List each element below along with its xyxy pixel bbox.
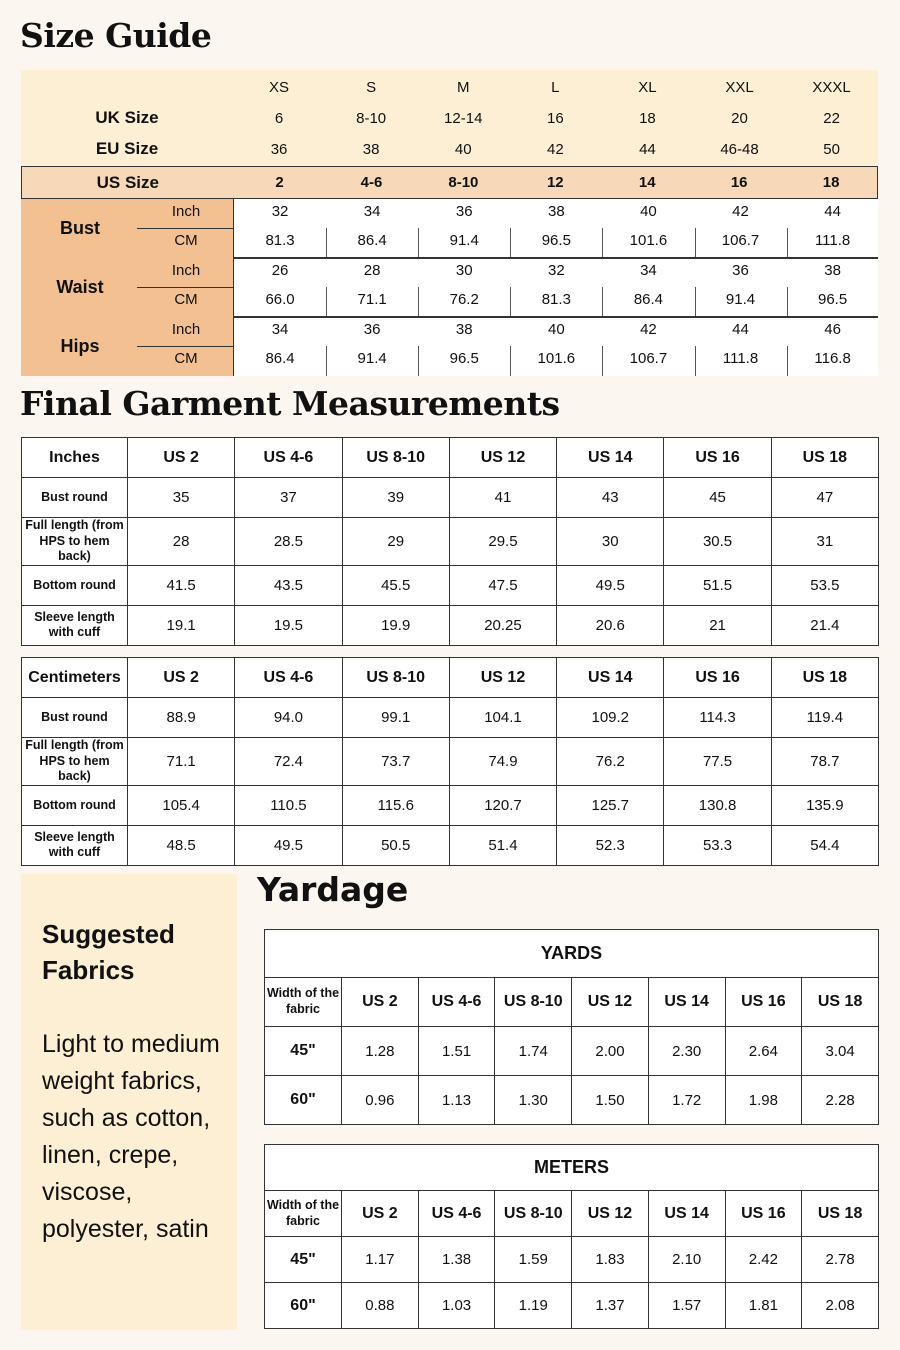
- suggested-fabrics-text: Light to medium weight fabrics, such as cotton, linen, crepe, viscose, polyester, satin: [42, 1030, 220, 1243]
- hips-inch-value: 38: [455, 321, 473, 338]
- cell-divider: [326, 228, 327, 258]
- waist-inch-value: 34: [640, 262, 657, 279]
- bust-cm-value: 81.3: [265, 232, 295, 249]
- fabric-width-label: 45": [265, 1027, 342, 1076]
- table-cell: 1.38: [418, 1237, 495, 1283]
- table-cell: 1.59: [495, 1237, 572, 1283]
- hips-inch-value: 34: [271, 321, 289, 338]
- size-guide-table: [21, 70, 878, 376]
- us-size-label: US Size: [96, 172, 159, 192]
- eu-size-value: 36: [270, 140, 288, 158]
- cell-divider: [695, 346, 696, 376]
- table-cell: 51.5: [664, 565, 771, 605]
- table-cell: 105.4: [128, 785, 235, 825]
- cell-divider: [418, 228, 419, 258]
- table-cell: 2.78: [802, 1237, 879, 1283]
- table-cell: 1.74: [495, 1027, 572, 1076]
- table-cell: 1.57: [648, 1283, 725, 1329]
- row-divider: [233, 257, 878, 259]
- bust-cm-value: 91.4: [449, 232, 479, 249]
- uk-size-value: 8-10: [356, 109, 387, 127]
- row-label: Sleeve length with cuff: [22, 825, 128, 865]
- table-cell: 41: [449, 478, 556, 518]
- us-size-value: 12: [546, 174, 564, 191]
- table-cell: 2.08: [802, 1283, 879, 1329]
- table-cell: 88.9: [128, 698, 235, 738]
- eu-size-row: [21, 134, 878, 164]
- garment-inches-table: [21, 437, 879, 646]
- table-header-row: [265, 978, 879, 1027]
- waist-cm-value: 71.1: [357, 291, 387, 308]
- table-row: [265, 1283, 879, 1329]
- table-cell: 74.9: [449, 738, 556, 786]
- hips-cm-value: 116.8: [814, 350, 851, 367]
- unit-header: Inches: [22, 438, 128, 478]
- size-header: US 12: [449, 438, 556, 478]
- waist-inch-value: 30: [455, 262, 473, 279]
- row-label: Bust round: [22, 478, 128, 518]
- table-cell: 72.4: [235, 738, 342, 786]
- table-cell: 1.72: [648, 1076, 725, 1125]
- size-letter: XXL: [725, 78, 754, 96]
- table-cell: 78.7: [771, 738, 878, 786]
- table-cell: 1.50: [572, 1076, 649, 1125]
- size-header: US 12: [572, 978, 649, 1027]
- us-size-row: [21, 166, 878, 199]
- table-header-row: [22, 658, 879, 698]
- table-cell: 2.30: [648, 1027, 725, 1076]
- table-row: [22, 825, 879, 865]
- hips-cm-value: 111.8: [722, 350, 759, 367]
- meters-table: [264, 1144, 879, 1329]
- table-cell: 1.83: [572, 1237, 649, 1283]
- waist-inch-row: [234, 262, 879, 279]
- bust-inch-value: 34: [363, 203, 381, 220]
- bust-label: Bust: [60, 218, 100, 238]
- eu-size-label: EU Size: [95, 139, 159, 158]
- bust-inch-value: 44: [824, 203, 841, 220]
- table-cell: 30: [557, 518, 664, 566]
- size-header: US 16: [725, 978, 802, 1027]
- cell-divider: [602, 346, 603, 376]
- table-cell: 21: [664, 605, 771, 645]
- fabric-width-label: 45": [265, 1237, 342, 1283]
- eu-size-value: 42: [546, 140, 564, 158]
- unit-cm-label: CM: [174, 232, 198, 249]
- table-cell: 19.5: [235, 605, 342, 645]
- size-header: US 2: [342, 978, 419, 1027]
- row-label: Full length (from HPS to hem back): [22, 518, 128, 566]
- size-header: US 8-10: [495, 978, 572, 1027]
- hips-cm-value: 101.6: [537, 350, 576, 367]
- row-label: Bottom round: [22, 785, 128, 825]
- size-header: US 16: [664, 438, 771, 478]
- table-cell: 119.4: [771, 698, 878, 738]
- size-header: US 14: [648, 978, 725, 1027]
- size-letter: S: [366, 78, 377, 96]
- size-letter: L: [551, 78, 560, 96]
- table-cell: 99.1: [342, 698, 449, 738]
- bust-inch-value: 36: [455, 203, 473, 220]
- yards-table: [264, 929, 879, 1125]
- unit-inch-label: Inch: [171, 321, 201, 338]
- bust-cm-value: 106.7: [721, 232, 760, 249]
- table-cell: 2.64: [725, 1027, 802, 1076]
- table-caption-row: [265, 1145, 879, 1191]
- waist-cm-value: 86.4: [633, 291, 664, 308]
- table-cell: 109.2: [557, 698, 664, 738]
- table-cell: 29: [342, 518, 449, 566]
- bust-inch-value: 38: [547, 203, 565, 220]
- eu-size-value: 46-48: [720, 140, 759, 158]
- table-cell: 35: [128, 478, 235, 518]
- cell-divider: [326, 287, 327, 317]
- row-label: Sleeve length with cuff: [22, 605, 128, 645]
- suggested-fabrics-title: Suggested Fabrics: [42, 919, 175, 985]
- table-row: [22, 478, 879, 518]
- size-letter: XL: [638, 78, 657, 96]
- table-cell: 2.10: [648, 1237, 725, 1283]
- table-cell: 114.3: [664, 698, 771, 738]
- table-cell: 28.5: [235, 518, 342, 566]
- table-row: [265, 1076, 879, 1125]
- table-cell: 1.03: [418, 1283, 495, 1329]
- table-cell: 53.5: [771, 565, 878, 605]
- table-row: [265, 1237, 879, 1283]
- cell-divider: [787, 228, 788, 258]
- table-cell: 50.5: [342, 825, 449, 865]
- eu-size-value: 44: [639, 140, 656, 158]
- table-cell: 71.1: [128, 738, 235, 786]
- yards-caption: YARDS: [265, 930, 879, 978]
- row-label: Bottom round: [22, 565, 128, 605]
- unit-inch-label: Inch: [171, 203, 201, 220]
- garment-centimeters-table: [21, 657, 879, 866]
- size-header: US 14: [557, 438, 664, 478]
- size-letter: XXXL: [812, 78, 851, 96]
- size-header: US 8-10: [342, 658, 449, 698]
- cell-divider: [602, 287, 603, 317]
- table-cell: 130.8: [664, 785, 771, 825]
- size-letter: M: [456, 78, 470, 96]
- size-header: US 12: [449, 658, 556, 698]
- hips-inch-value: 46: [824, 321, 841, 338]
- size-header: US 14: [557, 658, 664, 698]
- bust-cm-value: 111.8: [814, 232, 851, 249]
- size-header: US 8-10: [342, 438, 449, 478]
- uk-size-value: 16: [546, 109, 564, 127]
- unit-inch-label: Inch: [171, 262, 201, 279]
- hips-cm-row: [234, 350, 879, 367]
- size-header: US 4-6: [418, 1191, 495, 1237]
- waist-inch-value: 28: [363, 262, 381, 279]
- garment-measurements-title: Final Garment Measurements: [20, 384, 560, 423]
- size-header: US 4-6: [235, 658, 342, 698]
- bust-measurement-block: [21, 199, 878, 258]
- table-cell: 1.30: [495, 1076, 572, 1125]
- cell-divider: [787, 287, 788, 317]
- table-cell: 3.04: [802, 1027, 879, 1076]
- table-cell: 20.6: [557, 605, 664, 645]
- table-cell: 2.28: [802, 1076, 879, 1125]
- bust-cm-row: [234, 232, 879, 249]
- uk-size-row: [21, 103, 878, 133]
- size-header: US 2: [128, 438, 235, 478]
- table-row: [265, 1027, 879, 1076]
- size-header: US 16: [664, 658, 771, 698]
- cell-divider: [695, 228, 696, 258]
- table-header-row: [265, 1191, 879, 1237]
- hips-inch-value: 40: [547, 321, 565, 338]
- table-cell: 39: [342, 478, 449, 518]
- eu-size-value: 38: [362, 140, 380, 158]
- table-cell: 104.1: [449, 698, 556, 738]
- table-cell: 1.19: [495, 1283, 572, 1329]
- cell-divider: [418, 346, 419, 376]
- table-cell: 51.4: [449, 825, 556, 865]
- cell-divider: [695, 287, 696, 317]
- table-cell: 45: [664, 478, 771, 518]
- table-cell: 77.5: [664, 738, 771, 786]
- table-cell: 28: [128, 518, 235, 566]
- bust-cm-value: 86.4: [357, 232, 387, 249]
- unit-cm-label: CM: [174, 291, 198, 308]
- table-cell: 1.37: [572, 1283, 649, 1329]
- waist-inch-value: 32: [547, 262, 565, 279]
- cell-divider: [510, 346, 511, 376]
- table-row: [22, 738, 879, 786]
- hips-inch-row: [234, 321, 879, 338]
- fabric-width-label: 60": [265, 1076, 342, 1125]
- cell-divider: [602, 228, 603, 258]
- us-size-value: 8-10: [448, 174, 479, 191]
- table-cell: 1.51: [418, 1027, 495, 1076]
- table-cell: 43: [557, 478, 664, 518]
- unit-header: Centimeters: [22, 658, 128, 698]
- table-cell: 135.9: [771, 785, 878, 825]
- bust-inch-value: 32: [271, 203, 289, 220]
- unit-cm-label: CM: [174, 350, 198, 367]
- yardage-title: Yardage: [257, 870, 409, 909]
- cell-divider: [510, 287, 511, 317]
- table-row: [22, 785, 879, 825]
- table-cell: 49.5: [235, 825, 342, 865]
- table-cell: 43.5: [235, 565, 342, 605]
- hips-cm-value: 91.4: [357, 350, 387, 367]
- cell-divider: [418, 287, 419, 317]
- table-cell: 29.5: [449, 518, 556, 566]
- unit-divider: [137, 228, 233, 229]
- table-cell: 52.3: [557, 825, 664, 865]
- waist-inch-value: 26: [271, 262, 289, 279]
- uk-size-value: 22: [823, 109, 840, 127]
- table-cell: 19.1: [128, 605, 235, 645]
- table-cell: 0.96: [342, 1076, 419, 1125]
- size-header: US 16: [725, 1191, 802, 1237]
- hips-label: Hips: [60, 336, 100, 356]
- us-size-value: 2: [275, 174, 284, 191]
- table-cell: 54.4: [771, 825, 878, 865]
- hips-inch-value: 44: [732, 321, 749, 338]
- table-cell: 73.7: [342, 738, 449, 786]
- hips-cm-value: 106.7: [629, 350, 668, 367]
- waist-measurement-block: [21, 258, 878, 317]
- waist-cm-value: 66.0: [265, 291, 295, 308]
- table-cell: 1.17: [342, 1237, 419, 1283]
- suggested-fabrics-panel: [21, 874, 237, 1330]
- bust-inch-value: 40: [640, 203, 657, 220]
- bust-inch-row: [234, 203, 879, 220]
- size-header: US 18: [771, 438, 878, 478]
- size-header: US 18: [802, 1191, 879, 1237]
- letter-size-row: [21, 74, 878, 100]
- table-cell: 53.3: [664, 825, 771, 865]
- us-size-value: 14: [638, 174, 656, 191]
- table-cell: 1.28: [342, 1027, 419, 1076]
- waist-cm-value: 96.5: [818, 291, 848, 308]
- table-caption-row: [265, 930, 879, 978]
- table-header-row: [22, 438, 879, 478]
- bust-inch-value: 42: [732, 203, 749, 220]
- table-row: [22, 698, 879, 738]
- size-header: US 2: [342, 1191, 419, 1237]
- table-cell: 21.4: [771, 605, 878, 645]
- table-cell: 2.42: [725, 1237, 802, 1283]
- uk-size-value: 6: [274, 109, 284, 127]
- table-cell: 31: [771, 518, 878, 566]
- table-row: [22, 565, 879, 605]
- meters-caption: METERS: [265, 1145, 879, 1191]
- size-header: US 8-10: [495, 1191, 572, 1237]
- size-letter: XS: [269, 78, 290, 96]
- size-header: US 18: [802, 978, 879, 1027]
- table-cell: 0.88: [342, 1283, 419, 1329]
- table-cell: 1.81: [725, 1283, 802, 1329]
- table-cell: 115.6: [342, 785, 449, 825]
- table-cell: 20.25: [449, 605, 556, 645]
- table-cell: 19.9: [342, 605, 449, 645]
- fabric-width-header: Width of the fabric: [265, 1191, 342, 1237]
- hips-inch-value: 36: [363, 321, 381, 338]
- hips-cm-value: 86.4: [265, 350, 295, 367]
- table-cell: 76.2: [557, 738, 664, 786]
- waist-cm-value: 81.3: [541, 291, 571, 308]
- eu-size-value: 40: [454, 140, 472, 158]
- waist-inch-value: 36: [732, 262, 749, 279]
- table-cell: 1.98: [725, 1076, 802, 1125]
- uk-size-value: 12-14: [444, 109, 483, 127]
- fabric-width-header: Width of the fabric: [265, 978, 342, 1027]
- waist-inch-value: 38: [824, 262, 841, 279]
- table-cell: 120.7: [449, 785, 556, 825]
- unit-divider: [137, 346, 233, 347]
- uk-size-value: 18: [639, 109, 656, 127]
- cell-divider: [510, 228, 511, 258]
- size-header: US 12: [572, 1191, 649, 1237]
- size-header: US 18: [771, 658, 878, 698]
- bust-cm-value: 101.6: [629, 232, 668, 249]
- fabric-width-label: 60": [265, 1283, 342, 1329]
- table-row: [22, 518, 879, 566]
- size-guide-title: Size Guide: [20, 16, 212, 55]
- table-cell: 1.13: [418, 1076, 495, 1125]
- hips-measurement-block: [21, 317, 878, 376]
- waist-cm-value: 76.2: [449, 291, 479, 308]
- table-cell: 37: [235, 478, 342, 518]
- table-cell: 47: [771, 478, 878, 518]
- waist-cm-value: 91.4: [725, 291, 756, 308]
- table-cell: 48.5: [128, 825, 235, 865]
- bust-cm-value: 96.5: [541, 232, 571, 249]
- unit-divider: [137, 287, 233, 288]
- hips-inch-value: 42: [640, 321, 657, 338]
- us-size-value: 4-6: [360, 174, 383, 191]
- size-header: US 2: [128, 658, 235, 698]
- table-cell: 45.5: [342, 565, 449, 605]
- us-size-value: 16: [730, 174, 748, 191]
- hips-cm-value: 96.5: [449, 350, 479, 367]
- cell-divider: [787, 346, 788, 376]
- row-label: Bust round: [22, 698, 128, 738]
- uk-size-label: UK Size: [95, 108, 159, 127]
- waist-label: Waist: [56, 277, 104, 297]
- table-cell: 125.7: [557, 785, 664, 825]
- table-cell: 94.0: [235, 698, 342, 738]
- table-cell: 41.5: [128, 565, 235, 605]
- uk-size-value: 20: [731, 109, 748, 127]
- waist-cm-row: [234, 291, 879, 308]
- cell-divider: [326, 346, 327, 376]
- table-cell: 49.5: [557, 565, 664, 605]
- us-size-value: 18: [822, 174, 840, 191]
- table-cell: 47.5: [449, 565, 556, 605]
- table-cell: 110.5: [235, 785, 342, 825]
- size-header: US 14: [648, 1191, 725, 1237]
- table-row: [22, 605, 879, 645]
- row-label: Full length (from HPS to hem back): [22, 738, 128, 786]
- size-header: US 4-6: [418, 978, 495, 1027]
- size-header: US 4-6: [235, 438, 342, 478]
- row-divider: [233, 316, 878, 318]
- eu-size-value: 50: [823, 140, 840, 158]
- table-cell: 2.00: [572, 1027, 649, 1076]
- table-cell: 30.5: [664, 518, 771, 566]
